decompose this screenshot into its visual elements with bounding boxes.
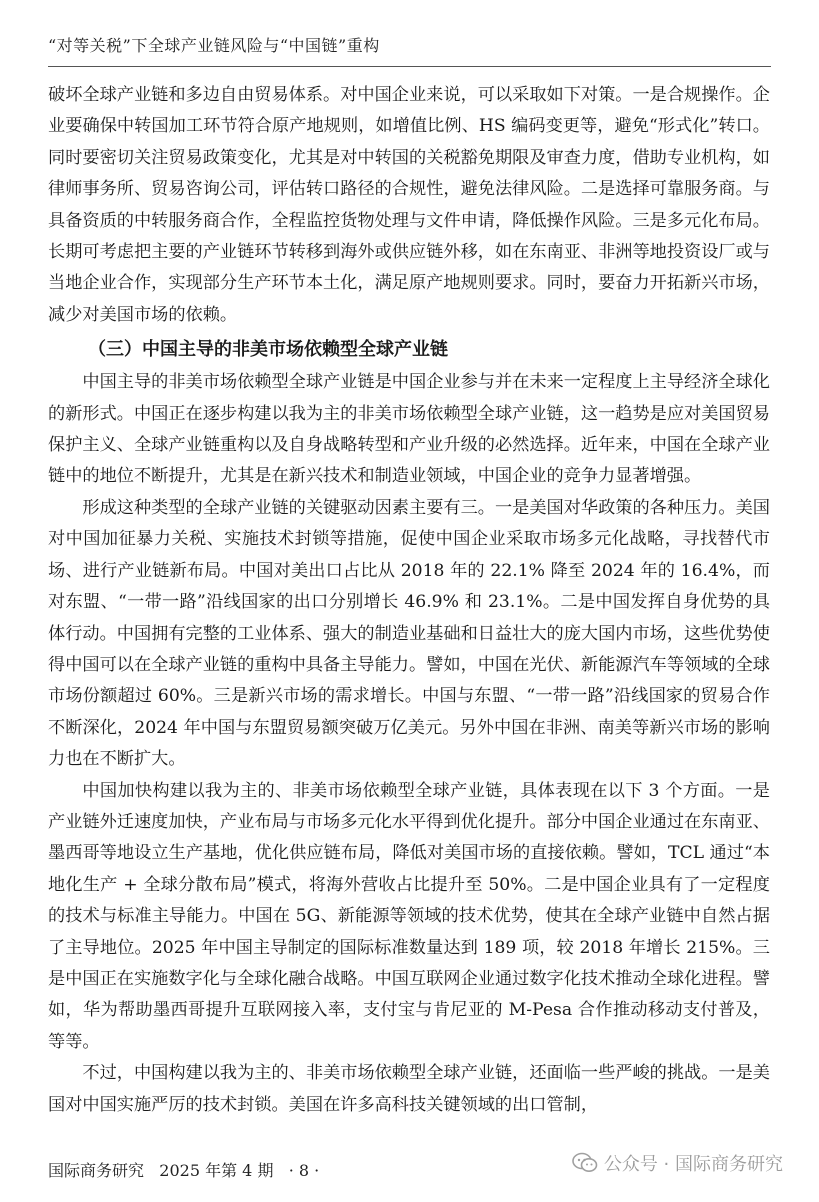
paragraph-1: 破坏全球产业链和多边自由贸易体系。对中国企业来说，可以采取如下对策。一是合规操作。企业要确保中转国加工环节符合原产地规则，如增值比例、HS 编码变更等，避免“形式化”转口。同时要密切关注贸易政策变化，尤其是对中转国的关税豁免期限及审查力度，借助专业机构，如律师事务所、贸易咨询公司，评估转口路径的合规性，避免法律风险。二是选择可靠服务商。与具备资质的中转服务商合作，全程监控货物处理与文件申请，降低操作风险。三是多元化布局。长期可考虑把主要的产业链环节转移到海外或供应链外移，如在东南亚、非洲等地投资设厂或与当地企业合作，实现部分生产环节本土化，满足原产地规则要求。同时，要奋力开拓新兴市场，减少对美国市场的依赖。 [48,85,770,325]
journal-name: 国际商务研究 [48,1161,145,1180]
wechat-icon [572,1152,598,1174]
paragraph-3: 形成这种类型的全球产业链的关键驱动因素主要有三。一是美国对华政策的各种压力。美国对中国加征暴力关税、实施技术封锁等措施，促使中国企业采取市场多元化战略，寻找替代市场、进行产业链新布局。中国对美出口占比从 2018 年的 22.1% 降至 2024 年的 16.4%，而对东盟、“一带一路”沿线国家的出口分别增长 46.9% 和 23.1%。二是中国发挥自身优势的具体行动。中国拥有完整的工业体系、强大的制造业基础和日益壮大的庞大国内市场，这些优势使得中国可以在全球产业链的重构中具备主导能力。譬如，中国在光伏、新能源汽车等领域的全球市场份额超过 60%。三是新兴市场的需求增长。中国与东盟、“一带一路”沿线国家的贸易合作不断深化，2024 年中国与东盟贸易额突破万亿美元。另外中国在非洲、南美等新兴市场的影响力也在不断扩大。 [48,497,770,770]
watermark-text: 公众号 · 国际商务研究 [603,1154,783,1175]
running-header: “对等关税”下全球产业链风险与“中国链”重构 [48,36,380,55]
section-heading: （三）中国主导的非美市场依赖型全球产业链 [88,339,448,361]
paragraph-2: 中国主导的非美市场依赖型全球产业链是中国企业参与并在未来一定程度上主导经济全球化的新形式。中国正在逐步构建以我为主的非美市场依赖型全球产业链，这一趋势是应对美国贸易保护主义、全球产业链重构以及自身战略转型和产业升级的必然选择。近年来，中国在全球产业链中的地位不断提升，尤其是在新兴技术和制造业领域，中国企业的竞争力显著增强。 [48,372,770,487]
watermark [572,1150,783,1176]
paragraph-4: 中国加快构建以我为主的、非美市场依赖型全球产业链，具体表现在以下 3 个方面。一是产业链外迁速度加快，产业布局与市场多元化水平得到优化提升。部分中国企业通过在东南亚、墨西哥等地设立生产基地，优化供应链布局，降低对美国市场的直接依赖。譬如，TCL 通过“本地化生产 + 全球分散布局”模式，将海外营收占比提升至 50%。二是中国企业具有了一定程度的技术与标准主导能力。中国在 5G、新能源等领域的技术优势，使其在全球产业链中自然占据了主导地位。2025 年中国主导制定的国际标准数量达到 189 项，较 2018 年增长 215%。三是中国正在实施数字化与全球化融合战略。中国互联网企业通过数字化技术推动全球化进程。譬如，华为帮助墨西哥提升互联网接入率，支付宝与肯尼亚的 M-Pesa 合作推动移动支付普及，等等。 [48,780,770,1052]
issue-number: 2025 年第 4 期 [159,1161,274,1180]
paragraph-5: 不过，中国构建以我为主的、非美市场依赖型全球产业链，还面临一些严峻的挑战。一是美国对中国实施严厉的技术封锁。美国在许多高科技关键领域的出口管制， [48,1063,770,1115]
page-footer [48,1158,319,1181]
article-body [48,80,770,1121]
page-number: · 8 · [288,1161,320,1180]
header-rule [48,66,771,67]
